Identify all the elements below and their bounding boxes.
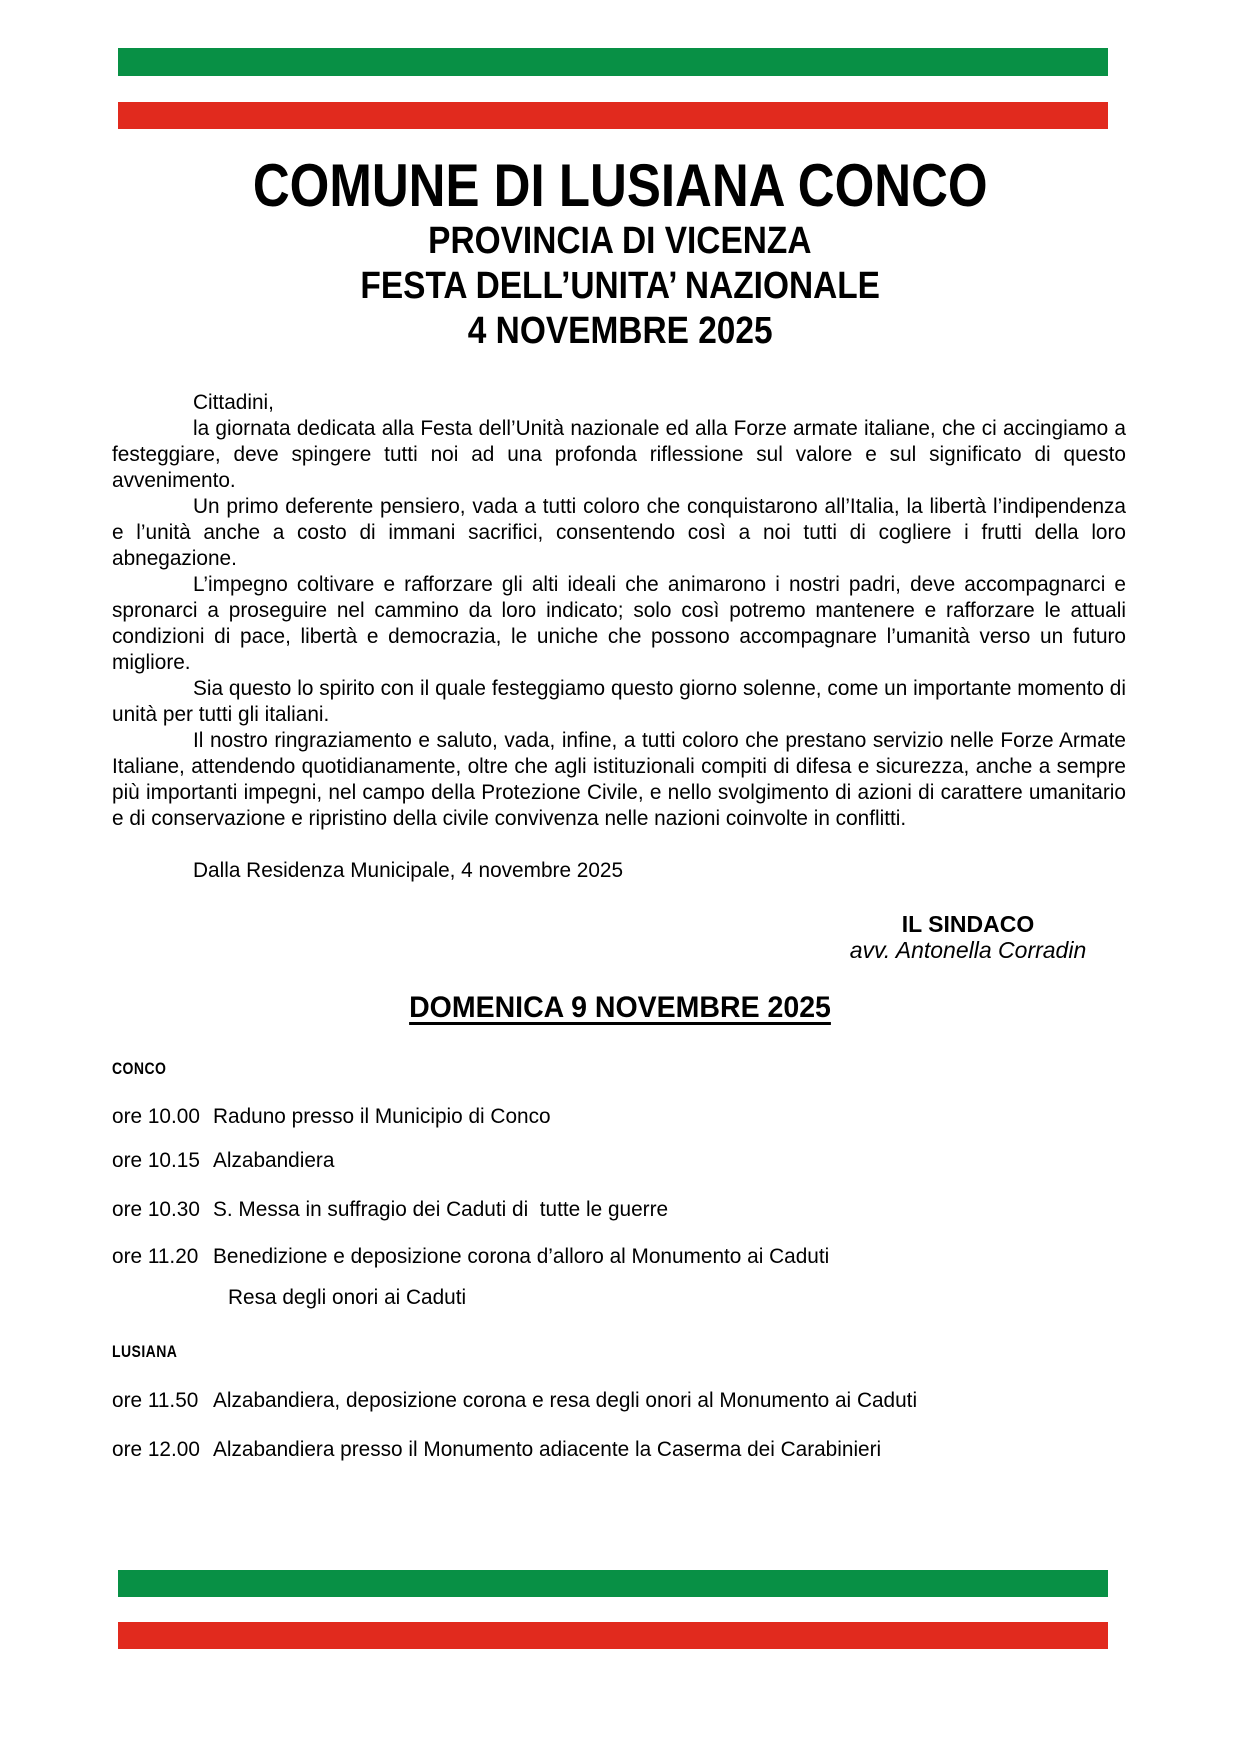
event-description: Benedizione e deposizione corona d’alloro al Monumento ai Caduti bbox=[213, 1245, 830, 1268]
subtitle-provincia: PROVINCIA DI VICENZA bbox=[428, 220, 812, 262]
program-heading: DOMENICA 9 NOVEMBRE 2025 bbox=[409, 991, 831, 1024]
schedule-row bbox=[112, 1244, 1126, 1270]
time-label bbox=[112, 1285, 213, 1311]
section-label-lusiana: LUSIANA bbox=[112, 1343, 178, 1361]
event-description: Alzabandiera bbox=[213, 1149, 335, 1172]
time-label: ore 11.50 bbox=[112, 1389, 199, 1412]
time-label: ore 11.20 bbox=[112, 1245, 199, 1268]
page-title: COMUNE DI LUSIANA CONCO bbox=[252, 152, 988, 219]
signature-block bbox=[758, 911, 1178, 964]
schedule-row bbox=[112, 1104, 1126, 1130]
signature-name: avv. Antonella Corradin bbox=[849, 937, 1087, 963]
closing-line: Dalla Residenza Municipale, 4 novembre 2025 bbox=[193, 859, 624, 882]
schedule-row bbox=[112, 1388, 1126, 1414]
section-label-conco: CONCO bbox=[112, 1060, 167, 1078]
flag-bar-bottom-green bbox=[118, 1570, 1108, 1597]
document-header bbox=[0, 153, 1240, 354]
event-description: Alzabandiera, deposizione corona e resa degli onori al Monumento ai Caduti bbox=[213, 1389, 918, 1412]
body-paragraph: Il nostro ringraziamento e saluto, vada, infine, a tutti coloro che prestano servizio nelle Forze Armate Italiane, attendendo quotidianamente, oltre che agli istituzionali compiti di difesa e sicurezza, anche a sempre più importanti impegni, nel campo della Protezione Civile, e nello svolgimento di azioni di carattere umanitario e di conservazione e ripristino della civile convivenza nelle nazioni coinvolte in conflitti. bbox=[112, 729, 1126, 830]
schedule-row bbox=[112, 1437, 1126, 1463]
time-label: ore 10.00 bbox=[112, 1105, 200, 1128]
body-paragraph: Un primo deferente pensiero, vada a tutti coloro che conquistarono all’Italia, la libertà l’indipendenza e l’unità anche a costo di immani sacrifici, consentendo così a noi tutti di cogliere i frutti della loro abnegazione. bbox=[112, 495, 1126, 570]
signature-role: IL SINDACO bbox=[901, 911, 1035, 937]
letter-body bbox=[112, 390, 1126, 884]
body-paragraph: Sia questo lo spirito con il quale festeggiamo questo giorno solenne, come un importante momento di unità per tutti gli italiani. bbox=[112, 677, 1126, 726]
flag-bar-top-red bbox=[118, 102, 1108, 129]
schedule-row bbox=[112, 1285, 1126, 1311]
time-label: ore 12.00 bbox=[112, 1438, 200, 1461]
event-description: S. Messa in suffragio dei Caduti di tutte le guerre bbox=[213, 1198, 669, 1221]
salutation: Cittadini, bbox=[193, 391, 274, 414]
flag-bar-top-green bbox=[118, 48, 1108, 76]
program-schedule bbox=[112, 1056, 1126, 1463]
schedule-row bbox=[112, 1148, 1126, 1174]
event-description: Raduno presso il Municipio di Conco bbox=[213, 1105, 551, 1128]
time-label: ore 10.15 bbox=[112, 1149, 200, 1172]
body-paragraph: L’impegno coltivare e rafforzare gli alti ideali che animarono i nostri padri, deve accompagnarci e spronarci a proseguire nel cammino da loro indicato; solo così potremo mantenere e rafforzare le attuali condizioni di pace, libertà e democrazia, le uniche che possono accompagnare l’umanità verso un futuro migliore. bbox=[112, 573, 1126, 674]
event-description: Alzabandiera presso il Monumento adiacente la Caserma dei Carabinieri bbox=[213, 1438, 882, 1461]
flag-bar-bottom-red bbox=[118, 1622, 1108, 1649]
subtitle-festa: FESTA DELL’UNITA’ NAZIONALE bbox=[360, 265, 880, 307]
body-paragraph: la giornata dedicata alla Festa dell’Unità nazionale ed alla Forze armate italiane, che ci accingiamo a festeggiare, deve spingere tutti noi ad una profonda riflessione sul valore e sul significato di questo avvenimento. bbox=[112, 417, 1126, 492]
event-description: Resa degli onori ai Caduti bbox=[228, 1286, 467, 1309]
subtitle-date: 4 NOVEMBRE 2025 bbox=[467, 310, 773, 352]
time-label: ore 10.30 bbox=[112, 1198, 200, 1221]
schedule-row bbox=[112, 1197, 1126, 1223]
